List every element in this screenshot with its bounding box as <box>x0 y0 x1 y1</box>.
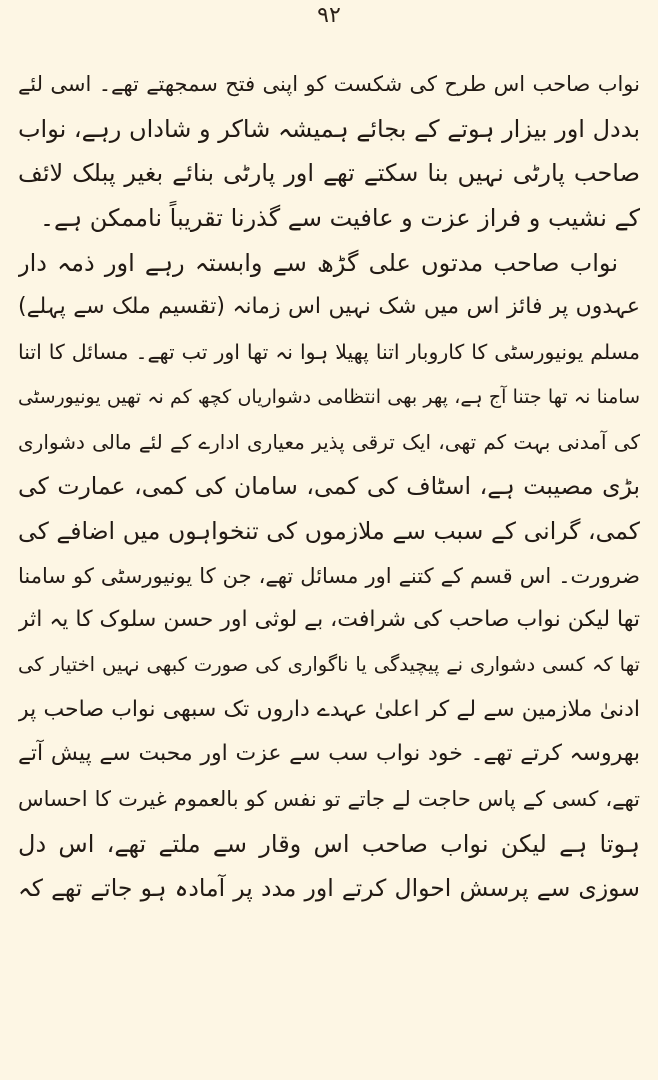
body-text <box>18 62 640 911</box>
text-line: بڑی مصیبت ہے، اسٹاف کی کمی، سامان کی کمی، عمارت کی <box>18 472 640 501</box>
text-line: بھروسہ کرتے تھے۔ خود نواب سب سے عزت اور محبت سے پیش آتے <box>18 741 640 767</box>
text-line: کے نشیب و فراز عزت و عافیت سے گذرنا تقریباً ناممکن ہے۔ <box>39 204 640 233</box>
text-line: بددل اور بیزار ہوتے کے بجائے ہمیشہ شاکر و شاداں رہے، نواب <box>18 114 640 143</box>
text-line: ہوتا ہے لیکن نواب صاحب اس وقار سے ملتے تھے، اس دل <box>18 829 640 858</box>
text-line: صاحب پارٹی نہیں بنا سکتے تھے اور پارٹی بنائے بغیر پبلک لائف <box>18 159 640 188</box>
text-line: سامنا نہ تھا جتنا آج ہے، پھر بھی انتظامی دشواریاں کچھ کم نہ تھیں یونیورسٹی <box>18 385 640 408</box>
page-number: ۹۲ <box>317 3 341 28</box>
text-line: ضرورت۔ اس قسم کے کتنے اور مسائل تھے، جن کا یونیورسٹی کو سامنا <box>18 563 640 588</box>
text-line: نواب صاحب مدتوں علی گڑھ سے وابستہ رہے اور ذمہ دار <box>18 248 618 277</box>
text-line: تھے، کسی کے پاس حاجت لے جاتے تو نفس کو بالعموم غیرت کا احساس <box>18 787 640 811</box>
text-line: کی آمدنی بہت کم تھی، ایک ترقی پذیر معیاری ادارے کے لئے مالی دشواری <box>18 429 640 454</box>
text-line: عہدوں پر فائز اس میں شک نہیں اس زمانہ (تقسیم ملک سے پہلے) <box>18 294 640 320</box>
text-line: مسلم یونیورسٹی کا کاروبار اتنا پھیلا ہوا نہ تھا اور تب تھے۔ مسائل کا اتنا <box>18 340 640 365</box>
text-line: کمی، گرانی کے سبب سے ملازموں کی تنخواہوں میں اضافے کی <box>18 516 640 545</box>
text-line: تھا کہ کسی دشواری نے پیچیدگی یا ناگواری کی صورت کبھی نہیں اختیار کی <box>18 652 640 676</box>
text-line: سوزی سے پرسش احوال کرتے اور مدد پر آمادہ ہو جاتے تھے کہ <box>18 874 640 903</box>
text-line: تھا لیکن نواب صاحب کی شرافت، بے لوثی اور حسن سلوک کا یہ اثر <box>18 607 640 633</box>
text-line: نواب صاحب اس طرح کی شکست کو اپنی فتح سمجھتے تھے۔ اسی لئے <box>18 72 640 96</box>
text-line: ادنیٰ ملازمین سے لے کر اعلیٰ عہدے داروں تک سبھی نواب صاحب پر <box>18 696 640 722</box>
